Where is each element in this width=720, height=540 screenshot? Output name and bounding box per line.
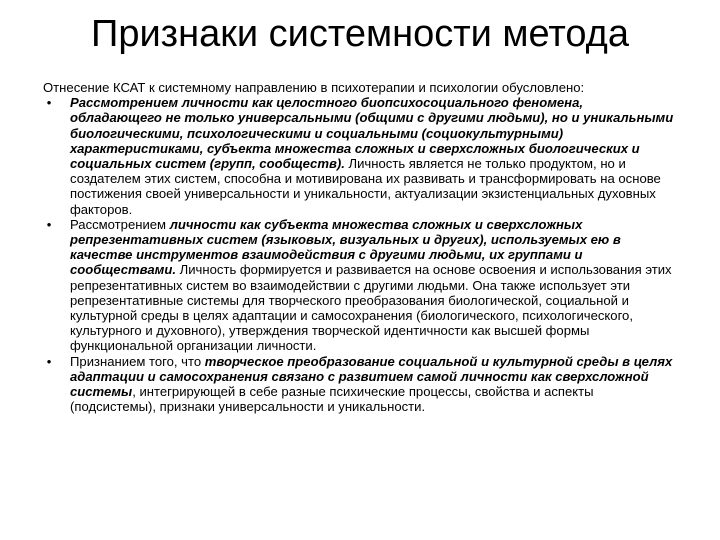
- slide-content: [43, 80, 675, 414]
- bullet-item: [43, 217, 675, 354]
- body-text: , интегрирующей в себе разные психические процессы, свойства и аспекты (подсистемы), признаки универсальности и уникальности.: [70, 384, 594, 415]
- lead-text: Признанием того, что: [70, 353, 205, 369]
- bullet-list: [43, 95, 675, 414]
- emphasis-text: личности как субъекта множества сложных и сверхсложных репрезентативных систем (языковых, визуальных и других), используемых ею в качестве инструментов взаимодействия с другими людьми, их группами и сообществами.: [70, 216, 621, 278]
- intro-paragraph: Отнесение КСАТ к системному направлению в психотерапии и психологии обусловлено:: [43, 80, 585, 95]
- bullet-icon: •: [46, 95, 52, 111]
- body-text: Личность формируется и развивается на основе освоения и использования этих репрезентативных систем во взаимодействии с другими людьми. Она также использует эти репрезентативные системы для творческого преобразования биологической, социальной и культурной среды в целях адаптации и самосохранения (биологического, психологического, культурного и духовного), утверждения творческой идентичности как высшей формы функциональной организации личности.: [70, 262, 672, 354]
- bullet-item: [43, 354, 675, 415]
- emphasis-text: творческое преобразование социальной и культурной среды в целях адаптации и самосохранения связано с развитием самой личности как сверхсложной системы: [70, 353, 673, 400]
- body-text: Личность является не только продуктом, но и создателем этих систем, способна и мотивирована их развивать и трансформировать на основе постижения своей универсальности и уникальности, актуализации экзистенциальных духовных факторов.: [70, 156, 661, 217]
- lead-text: Рассмотрением: [70, 216, 170, 232]
- emphasis-text: Рассмотрением личности как целостного биопсихосоциального феномена, обладающего не только универсальными (общими с другими людьми), но и уникальными биологическими, психологическими и социальными (социокультурными) характеристиками, субъекта множества сложных и сверхсложных биологических и социальных систем (групп, сообществ).: [70, 95, 674, 172]
- slide-title: Признаки системности метода: [91, 13, 629, 55]
- bullet-icon: •: [46, 216, 52, 232]
- bullet-icon: •: [46, 353, 52, 369]
- bullet-item: [43, 95, 675, 217]
